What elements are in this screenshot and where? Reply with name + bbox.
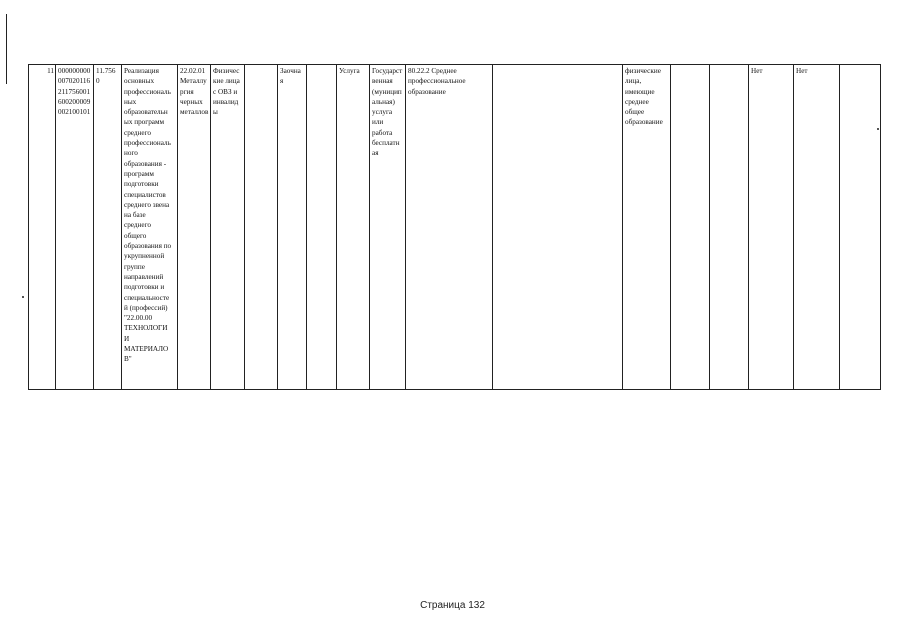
service-nature-cell: Государст венная (муницип альная) услуга или работа бесплатн ая	[370, 65, 406, 390]
empty-cell	[493, 65, 623, 390]
specialty-cell: 22.02.01 Металлу ргия черных металлов	[178, 65, 211, 390]
page-number: Страница 132	[420, 600, 485, 611]
flag-cell: Нет	[749, 65, 794, 390]
okved-cell: 80.22.2 Среднее профессиональное образование	[406, 65, 493, 390]
empty-cell	[710, 65, 749, 390]
empty-cell	[245, 65, 278, 390]
scan-margin-line	[6, 14, 7, 84]
flag-cell: Нет	[794, 65, 840, 390]
empty-cell	[307, 65, 337, 390]
consumer-category-cell: физические лица, имеющие среднее общее образование	[623, 65, 671, 390]
empty-cell	[671, 65, 710, 390]
service-code-cell: 11.756 0	[94, 65, 122, 390]
row-number: 11	[29, 65, 56, 390]
table-row	[29, 65, 881, 390]
registry-code-cell: 000000000 007020116 211756001 600200009 002100101	[56, 65, 94, 390]
study-form-cell: Заочна я	[278, 65, 307, 390]
empty-cell	[840, 65, 881, 390]
type-cell: Услуга	[337, 65, 370, 390]
registry-table	[28, 64, 881, 390]
consumers-cell: Физичес кие лица с ОВЗ и инвалид ы	[211, 65, 245, 390]
scan-speck	[22, 296, 24, 298]
program-name-cell: Реализация основных профессиональ ных образовательн ых программ среднего профессиональ ного образования - программ подготовки специалистов среднего звена на базе среднего общего образования по укрупненной группе направлений подготовки и специальносте й (профессий) "22.00.00 ТЕХНОЛОГИ И МАТЕРИАЛО В"	[122, 65, 178, 390]
